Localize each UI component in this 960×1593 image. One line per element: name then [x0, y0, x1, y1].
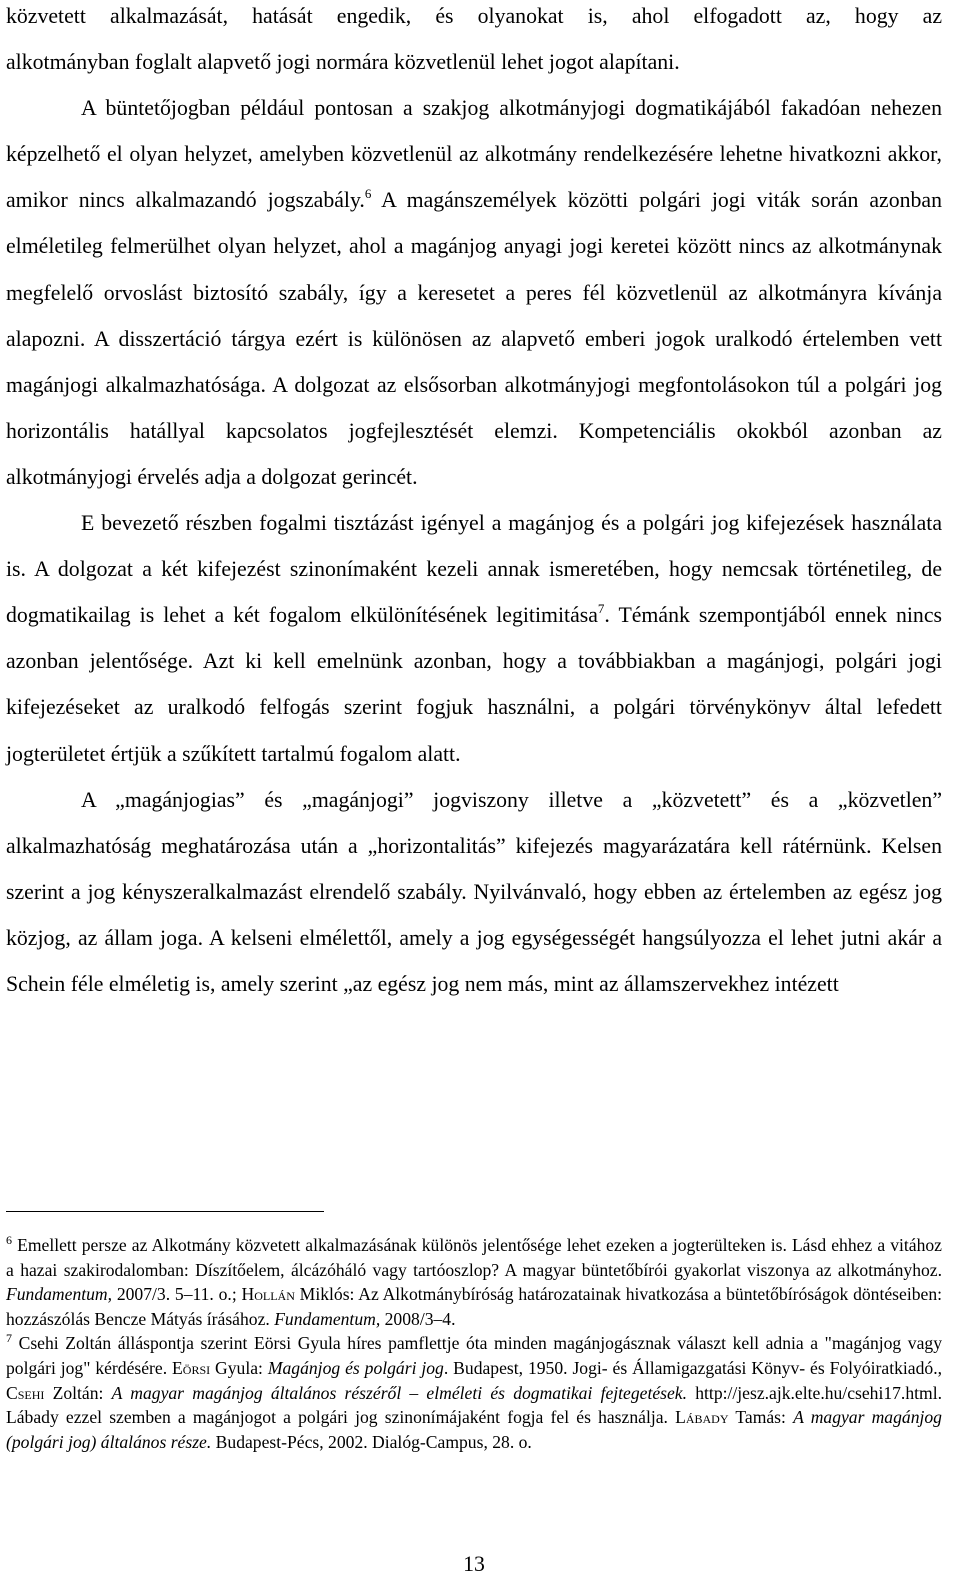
footnote-7-text-a: Csehi Zoltán álláspontja szerint Eörsi Gyula híres pamflettje óta minden magánjogásznak választ kell adnia a "magánjog vagy polgári jog" kérdésére. [6, 1333, 942, 1378]
paragraph-3-text-b: . Témánk szempontjából ennek nincs azonban jelentősége. Azt ki kell emelnünk azonban, hogy a továbbiakban a magánjogi, polgári jogi kifejezéseket az uralkodó felfogás szerint fogjuk használni, a polgári törvénykönyv által lefedett jogterületet értjük a szűkített tartalmú fogalom alatt. [6, 603, 942, 766]
paragraph-2 [6, 85, 942, 500]
footnote-7-title-3: A magyar magánjog (polgári jog) általános része. [6, 1407, 942, 1452]
footnote-7-title-2: A magyar magánjog általános részéről – elméleti és dogmatikai fejtegetések. [111, 1382, 688, 1403]
footnote-7-title-1: Magánjog és polgári jog [267, 1357, 444, 1378]
page-number: 13 [463, 1552, 485, 1576]
paragraph-3-text-a: E bevezető részben fogalmi tisztázást igényel a magánjog és a polgári jog kifejezések használata is. A dolgozat a két kifejezést szinonímaként kezeli annak ismeretében, hogy nemcsak történetileg, de dogmatikailag is lehet a két fogalom elkülönítésének legitimitása [6, 511, 942, 628]
footnote-6-mark: 6 [6, 1233, 12, 1247]
footnote-separator [6, 1211, 324, 1212]
footnote-6-text-d: 2008/3–4. [380, 1308, 456, 1329]
footnote-7-author-3: Lábady [675, 1407, 729, 1428]
paragraph-4 [6, 777, 942, 1007]
footnote-7-author-1: Eörsi [172, 1357, 211, 1378]
footnote-6-author: Hollán [241, 1284, 295, 1305]
paragraph-2-text-b: A magánszemélyek közötti polgári jogi viták során azonban elméletileg felmerülhet olyan helyzet, ahol a magánjog anyagi jogi keretei között nincs az alkotmánynak megfelelő orvoslást biztosító szabály, így a keresetet a peres fél közvetlenül az alkotmányra kívánja alapozni. A disszertáció tárgya ezért is különösen az alapvető emberi jogok uralkodó értelemben vett magánjogi alkalmazhatósága. A dolgozat az elsősorban alkotmányjogi megfontolásokon túl a polgári jog horizontális hatállyal kapcsolatos jogfejlesztését elemzi. Kompetenciális okokból azonban az alkotmányjogi érvelés adja a dolgozat gerincét. [6, 188, 942, 489]
footnote-6-text-c: Miklós: Az Alkotmánybíróság határozatainak hivatkozása a büntetőbíróságok döntéseiben: hozzászólás Bencze Mátyás írásához. [6, 1284, 943, 1329]
paragraph-1-line-1: közvetett alkalmazását, hatását engedik, és olyanokat is, ahol elfogadott az, hogy az [6, 4, 942, 28]
footnote-6-journal-2: Fundamentum, [274, 1308, 381, 1329]
paragraph-1-line-2: alkotmányban foglalt alapvető jogi normára közvetlenül lehet jogot alapítani. [6, 50, 680, 75]
footnote-6-journal-1: Fundamentum, [6, 1284, 113, 1305]
footnotes [6, 1233, 942, 1454]
footnote-7-text-c: . Budapest, 1950. Jogi- és Államigazgatási Könyv- és Folyóiratkiadó., [443, 1357, 942, 1378]
footnote-7-author-2: Csehi [6, 1382, 45, 1403]
footnote-7-text-e[interactable]: http://jesz.ajk.elte.hu/csehi17.html. Lábady ezzel szemben a magánjogot a polgári jog szinonímájaként fogja fel és használja. [6, 1382, 942, 1428]
footnote-6 [6, 1233, 942, 1331]
paragraph-4-text: A „magánjogias” és „magánjogi” jogviszony illetve a „közvetett” és a „közvetlen” alkalmazhatóság meghatározása után a „horizontalitás” kifejezés magyarázatára kell rátérnünk. Kelsen szerint a jog kényszeralkalmazást elrendelő szabály. Nyilvánvaló, hogy ebben az értelemben az egész jog közjog, az állam joga. A kelseni elmélettől, amely a jog egységességét hangsúlyozza el lehet jutni akár a Schein féle elméletig is, amely szerint „az egész jog nem más, mint az államszervekhez intézett [6, 787, 942, 996]
footnote-7-text-f: Tamás: [728, 1407, 794, 1428]
footnote-7-text-g: Budapest-Pécs, 2002. Dialóg-Campus, 28. o. [211, 1431, 532, 1452]
footnote-ref-6[interactable]: 6 [364, 186, 372, 202]
body-text [6, 0, 942, 1007]
paragraph-1 [6, 0, 942, 85]
footnote-7-text-b: Gyula: [210, 1357, 268, 1378]
footnote-7-mark: 7 [6, 1331, 12, 1346]
footnote-6-text-a: Emellett persze az Alkotmány közvetett alkalmazásának különös jelentősége lehet ezeken a jogterülteken is. Lásd ehhez a vitához a hazai szakirodalomban: Díszítőelem, álcázóháló vagy tartóoszlop? A magyar büntetőbírói gyakorlat viszonya az alkotmányhoz. [6, 1235, 942, 1280]
footnote-7 [6, 1331, 942, 1454]
paragraph-2-text-a: A büntetőjogban például pontosan a szakjog alkotmányjogi dogmatikájából fakadóan nehezen képzelhető el olyan helyzet, amelyben közvetlenül az alkotmány rendelkezésére lehetne hivatkozni akkor, amikor nincs alkalmazandó jogszabály. [6, 96, 942, 213]
paragraph-3 [6, 500, 942, 777]
footnote-7-text-d: Zoltán: [44, 1382, 112, 1403]
footnote-6-text-b: 2007/3. 5–11. o.; [112, 1284, 242, 1305]
footnote-ref-7[interactable]: 7 [597, 601, 605, 617]
